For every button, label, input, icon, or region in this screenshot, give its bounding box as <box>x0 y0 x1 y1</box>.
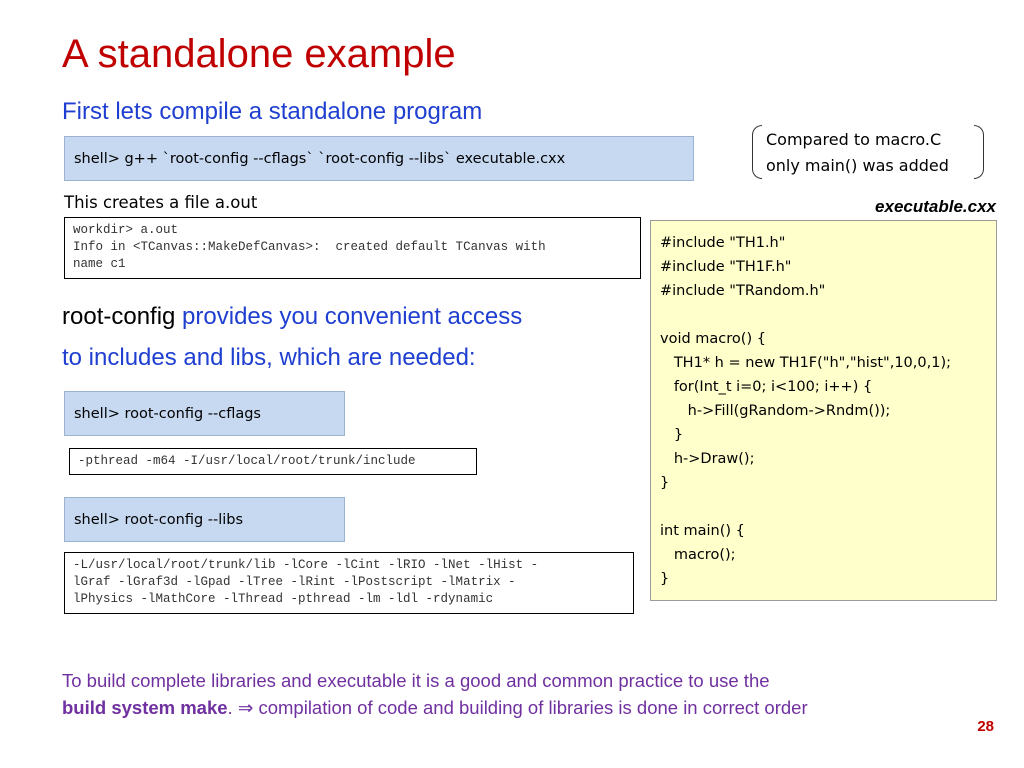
compile-command-box: shell> g++ `root-config --cflags` `root-config --libs` executable.cxx <box>64 136 694 181</box>
libs-command-box: shell> root-config --libs <box>64 497 345 542</box>
bottom-bold: build system make <box>62 697 228 718</box>
right-bracket <box>974 125 984 179</box>
callout-note <box>752 125 984 181</box>
page-title: A standalone example <box>62 32 456 76</box>
cflags-command-box: shell> root-config --cflags <box>64 391 345 436</box>
cflags-output-box: -pthread -m64 -I/usr/local/root/trunk/include <box>69 448 477 475</box>
bottom-paragraph <box>62 667 942 721</box>
page-number: 28 <box>977 718 994 735</box>
creates-note: This creates a file a.out <box>64 193 258 212</box>
rootconfig-keyword: root-config <box>62 303 176 330</box>
rootconfig-rest: provides you convenient access <box>175 303 523 330</box>
libs-output-box: -L/usr/local/root/trunk/lib -lCore -lCint -lRIO -lNet -lHist - lGraf -lGraf3d -lGpad -lTree -lRint -lPostscript -lMatrix - lPhysics -lMathCore -lThread -pthread -lm -ldl -rdynamic <box>64 552 634 614</box>
code-filename: executable.cxx <box>875 197 996 216</box>
left-bracket <box>752 125 762 179</box>
callout-line-1: Compared to macro.C <box>766 130 942 149</box>
rootconfig-line-1 <box>62 302 522 332</box>
run-output-box: workdir> a.out Info in <TCanvas::MakeDefCanvas>: created default TCanvas with name c1 <box>64 217 641 279</box>
subtitle: First lets compile a standalone program <box>62 98 483 125</box>
bottom-part-2: . ⇒ compilation of code and building of libraries is done in correct order <box>227 697 808 718</box>
code-listing: #include "TH1.h" #include "TH1F.h" #include "TRandom.h" void macro() { TH1* h = new TH1F("h","hist",10,0,1); for(Int_t i=0; i<100; i++) { h->Fill(gRandom->Rndm()); } h->Draw(); } int main() { macro(); } <box>650 220 997 601</box>
callout-line-2: only main() was added <box>766 156 949 175</box>
rootconfig-line-2: to includes and libs, which are needed: <box>62 344 476 371</box>
bottom-part-1: To build complete libraries and executable it is a good and common practice to use the <box>62 670 770 691</box>
